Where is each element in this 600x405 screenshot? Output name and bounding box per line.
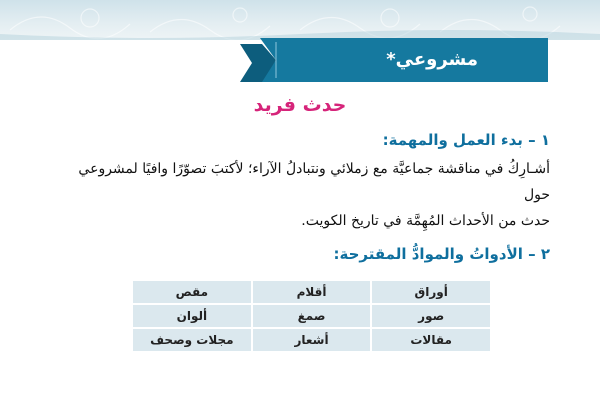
table-cell: مقص bbox=[133, 281, 251, 303]
project-title-ribbon bbox=[240, 38, 548, 90]
paragraph-line-2: حدث من الأحداث المُهِمَّة في تاريخ الكويت. bbox=[301, 213, 550, 229]
table-cell: أقلام bbox=[253, 281, 371, 303]
table-row bbox=[133, 305, 490, 327]
table-row bbox=[133, 329, 490, 351]
table-cell: صمغ bbox=[253, 305, 371, 327]
table-cell: مجلات وصحف bbox=[133, 329, 251, 351]
table-cell: صور bbox=[372, 305, 490, 327]
table-cell: أشعار bbox=[253, 329, 371, 351]
arabesque-pattern bbox=[0, 0, 600, 40]
table-cell: ألوان bbox=[133, 305, 251, 327]
project-subtitle: حدث فريد bbox=[253, 94, 347, 116]
materials-table bbox=[131, 279, 492, 353]
table-cell: مقالات bbox=[372, 329, 490, 351]
table-cell: أوراق bbox=[372, 281, 490, 303]
section-heading-materials: ٢ – الأدواتُ والموادُّ المقترحة: bbox=[333, 245, 550, 263]
project-label: مشروعي* bbox=[386, 49, 478, 70]
decorative-header-band bbox=[0, 0, 600, 40]
table-row bbox=[133, 281, 490, 303]
paragraph-line-1: أشـارِكُ في مناقشة جماعيَّة مع زملائي ونتبادلُ الآراء؛ لأكتبَ تصوّرًا وافيًا لمشروعي حول bbox=[78, 161, 550, 203]
task-paragraph bbox=[60, 156, 550, 234]
section-heading-start: ١ – بدء العمل والمهمة: bbox=[382, 131, 550, 149]
